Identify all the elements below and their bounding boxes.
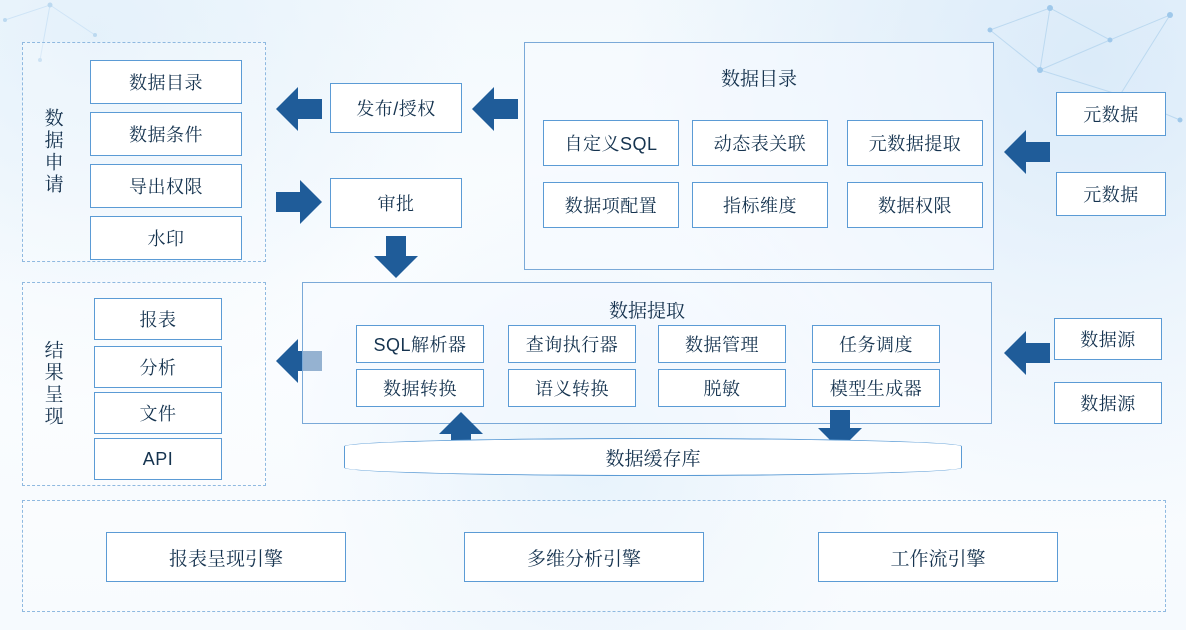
cell-analysis[interactable]: 分析 (94, 346, 222, 388)
cell-report[interactable]: 报表 (94, 298, 222, 340)
cell-file[interactable]: 文件 (94, 392, 222, 434)
cell-data-catalog-request[interactable]: 数据目录 (90, 60, 242, 104)
cell-datasource-1[interactable]: 数据源 (1054, 318, 1162, 360)
cell-data-management[interactable]: 数据管理 (658, 325, 786, 363)
cell-sql-parser[interactable]: SQL解析器 (356, 325, 484, 363)
cell-data-transform[interactable]: 数据转换 (356, 369, 484, 407)
cell-datasource-2[interactable]: 数据源 (1054, 382, 1162, 424)
cell-export-permission[interactable]: 导出权限 (90, 164, 242, 208)
title-data-extraction: 数据提取 (608, 300, 685, 322)
cell-data-item-config[interactable]: 数据项配置 (543, 182, 679, 228)
cell-data-cache[interactable]: 数据缓存库 (344, 438, 962, 476)
cell-metadata-2[interactable]: 元数据 (1056, 172, 1166, 216)
arrow-request-to-approve (276, 178, 322, 226)
cell-dynamic-table-relation[interactable]: 动态表关联 (692, 120, 828, 166)
cell-model-generator[interactable]: 模型生成器 (812, 369, 940, 407)
arrow-publish-to-request (276, 85, 322, 133)
cell-data-condition[interactable]: 数据条件 (90, 112, 242, 156)
cell-data-permission[interactable]: 数据权限 (847, 182, 983, 228)
engine-workflow[interactable]: 工作流引擎 (818, 532, 1058, 582)
label-result-presentation: 结果呈现 (41, 340, 63, 428)
arrow-metadata-to-catalog (1004, 128, 1050, 176)
cell-task-scheduling[interactable]: 任务调度 (812, 325, 940, 363)
cell-custom-sql[interactable]: 自定义SQL (543, 120, 679, 166)
arrow-catalog-to-publish (472, 85, 518, 133)
label-data-application: 数据申请 (41, 108, 63, 196)
cell-watermark[interactable]: 水印 (90, 216, 242, 260)
cell-publish-authorize[interactable]: 发布/授权 (330, 83, 462, 133)
arrow-approve-down (372, 236, 420, 278)
cell-desensitization[interactable]: 脱敏 (658, 369, 786, 407)
cell-api[interactable]: API (94, 438, 222, 480)
engine-report[interactable]: 报表呈现引擎 (106, 532, 346, 582)
title-data-catalog: 数据目录 (720, 68, 797, 90)
engine-multidim-analysis[interactable]: 多维分析引擎 (464, 532, 704, 582)
cell-metadata-extraction[interactable]: 元数据提取 (847, 120, 983, 166)
cell-query-executor[interactable]: 查询执行器 (508, 325, 636, 363)
cell-metadata-1[interactable]: 元数据 (1056, 92, 1166, 136)
cell-semantic-transform[interactable]: 语义转换 (508, 369, 636, 407)
arrow-datasource-to-extract (1004, 329, 1050, 377)
cell-approve[interactable]: 审批 (330, 178, 462, 228)
cell-metric-dimension[interactable]: 指标维度 (692, 182, 828, 228)
